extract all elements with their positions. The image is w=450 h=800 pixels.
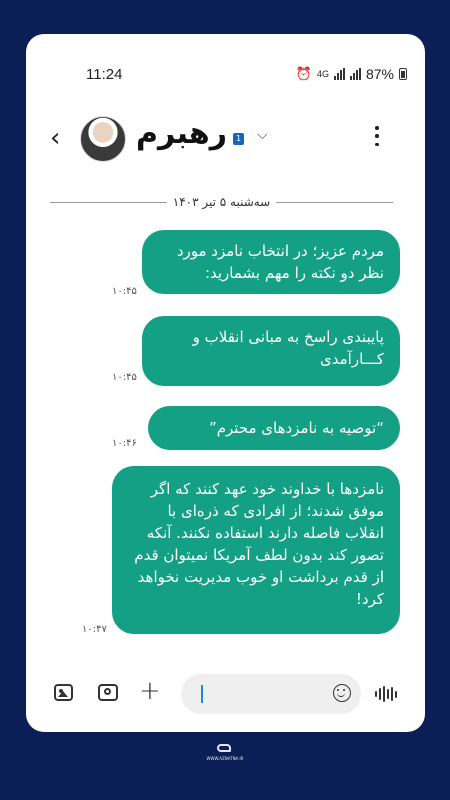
message-bubble[interactable] <box>142 230 400 294</box>
divider-line <box>50 202 167 203</box>
message-bubble[interactable] <box>142 316 400 386</box>
alarm-icon: ⏰ <box>295 66 312 81</box>
back-icon[interactable]: ‹ <box>50 123 61 153</box>
message-bubble[interactable] <box>148 406 400 450</box>
chevron-down-icon[interactable]: ⌵ <box>257 127 268 143</box>
signal-icon <box>350 68 361 80</box>
battery-label: 87% <box>365 66 394 82</box>
message-text: مردم عزیز؛ در انتخاب نامزد مورد نظر دو نکته را مهم بشمارید: <box>176 242 384 282</box>
message-time: ۱۰:۴۶ <box>112 438 137 449</box>
message-time: ۱۰:۴۵ <box>112 372 137 383</box>
gallery-icon[interactable] <box>54 684 73 701</box>
site-url: WWW.AZNATNA.IR <box>206 756 244 761</box>
message-bubble[interactable] <box>112 466 400 634</box>
message-text: پایبندی راسخ به مبانی انقلاب و کـــارآمدی <box>192 328 384 368</box>
emoji-icon[interactable] <box>333 684 351 702</box>
logo-mark <box>214 742 236 756</box>
composer-bar <box>26 674 425 714</box>
status-icons <box>296 66 407 82</box>
site-logo <box>190 742 260 778</box>
text-caret <box>201 685 203 703</box>
status-time: 11:24 <box>86 66 123 83</box>
battery-icon <box>399 68 407 80</box>
message-time: ۱۰:۴۷ <box>82 624 107 635</box>
plus-icon[interactable]: + <box>139 676 161 706</box>
date-divider <box>50 194 393 210</box>
more-icon[interactable] <box>374 126 380 146</box>
status-bar <box>26 64 425 88</box>
sim-badge: 1 <box>233 133 244 145</box>
voice-icon[interactable] <box>375 686 397 702</box>
contact-name[interactable]: رهبرم <box>136 116 227 151</box>
network-label: 4G <box>316 69 329 79</box>
message-time: ۱۰:۴۵ <box>112 286 137 297</box>
signal-icon <box>334 68 345 80</box>
camera-icon[interactable] <box>98 684 118 701</box>
date-label: سه‌شنبه ۵ تیر ۱۴۰۳ <box>172 195 271 209</box>
conversation-header <box>26 114 425 164</box>
message-text: “توصیه به نامزدهای محترم” <box>208 419 384 437</box>
message-text: نامزدها با خداوند خود عهد کنند که اگر موفق شدند؛ از افرادی که ذره‌ای با انقلاب فاصله دارند استفاده نکنند. آنکه تصور کند بدون لطف آمریکا نمیتوان قدم از قدم برداشت او خوب مدیریت نخواهد کرد! <box>134 480 384 608</box>
avatar[interactable] <box>80 116 126 162</box>
divider-line <box>276 202 393 203</box>
message-input[interactable] <box>181 674 361 714</box>
phone-screen <box>26 34 425 732</box>
